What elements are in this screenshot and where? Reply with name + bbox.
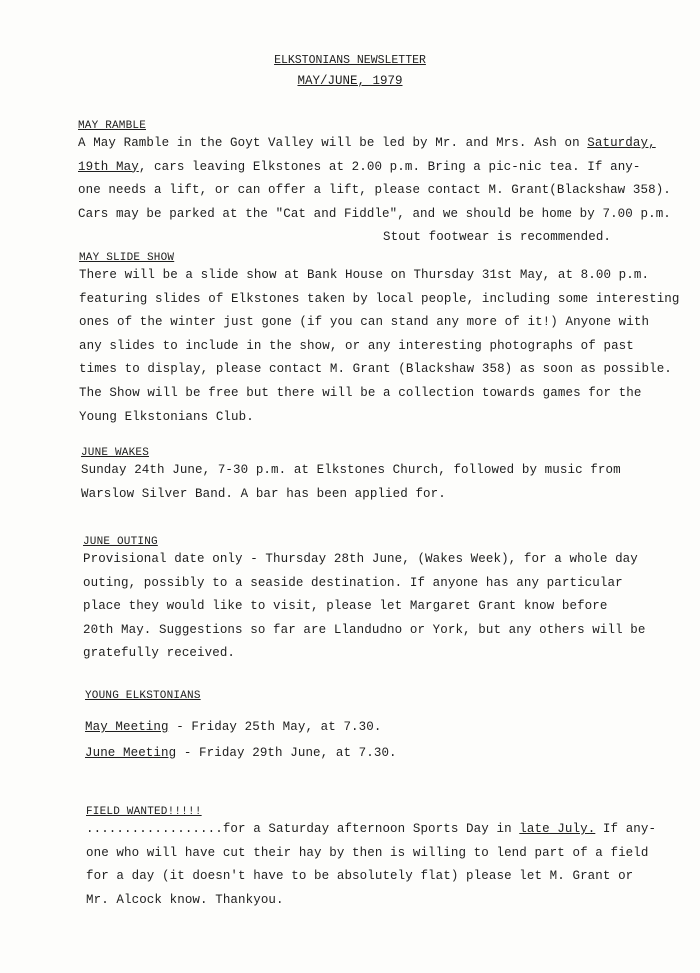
title-line-2: MAY/JUNE, 1979 bbox=[297, 74, 403, 88]
para-line: times to display, please contact M. Grant (Blackshaw 358) as soon as possible. bbox=[79, 362, 672, 377]
para-line: any slides to include in the show, or any interesting photographs of past bbox=[79, 338, 634, 353]
para-line: Warslow Silver Band. A bar has been applied for. bbox=[81, 486, 446, 501]
para-line: Young Elkstonians Club. bbox=[79, 409, 254, 424]
para-line: Cars may be parked at the "Cat and Fiddle", and we should be home by 7.00 p.m. bbox=[78, 206, 671, 221]
section-young-elkstonians bbox=[85, 690, 695, 765]
para-line: one needs a lift, or can offer a lift, please contact M. Grant(Blackshaw 358). bbox=[78, 183, 671, 198]
section-slide-show bbox=[79, 252, 689, 429]
heading-june-outing: JUNE OUTING bbox=[83, 536, 158, 548]
title-line-1: ELKSTONIANS NEWSLETTER bbox=[274, 54, 426, 67]
para-line: ..................for a Saturday afternoon Sports Day in late July. If any- bbox=[86, 822, 657, 836]
para-line: 20th May. Suggestions so far are Llandudno or York, but any others will be bbox=[83, 622, 646, 637]
section-may-ramble bbox=[78, 120, 688, 250]
section-june-wakes bbox=[81, 447, 691, 506]
newsletter-title bbox=[0, 50, 700, 92]
may-meeting-line: May Meeting - Friday 25th May, at 7.30. bbox=[85, 720, 382, 734]
para-line: The Show will be free but there will be a collection towards games for the bbox=[79, 385, 642, 400]
para-line: ones of the winter just gone (if you can stand any more of it!) Anyone with bbox=[79, 315, 650, 330]
section-june-outing bbox=[83, 536, 693, 666]
para-line: Provisional date only - Thursday 28th June, (Wakes Week), for a whole day bbox=[83, 552, 638, 566]
heading-field-wanted: FIELD WANTED!!!!! bbox=[86, 806, 202, 818]
para-line: for a day (it doesn't have to be absolutely flat) please let M. Grant or bbox=[86, 869, 634, 884]
para-line: Mr. Alcock know. Thankyou. bbox=[86, 892, 284, 907]
para-line: There will be a slide show at Bank House on Thursday 31st May, at 8.00 p.m. bbox=[79, 268, 650, 282]
para-line: 19th May, cars leaving Elkstones at 2.00 p.m. Bring a pic-nic tea. If any- bbox=[78, 159, 641, 174]
para-line: A May Ramble in the Goyt Valley will be led by Mr. and Mrs. Ash on Saturday, bbox=[78, 136, 656, 150]
june-meeting-line: June Meeting - Friday 29th June, at 7.30. bbox=[85, 745, 397, 760]
para-line: Stout footwear is recommended. bbox=[383, 230, 612, 245]
para-line: featuring slides of Elkstones taken by local people, including some interesting bbox=[79, 291, 680, 306]
section-field-wanted bbox=[86, 806, 696, 912]
para-line: outing, possibly to a seaside destination. If anyone has any particular bbox=[83, 575, 623, 590]
heading-slide-show: MAY SLIDE SHOW bbox=[79, 252, 175, 264]
para-line: Sunday 24th June, 7-30 p.m. at Elkstones Church, followed by music from bbox=[81, 463, 621, 477]
heading-young-elkstonians: YOUNG ELKSTONIANS bbox=[85, 690, 201, 702]
para-line: one who will have cut their hay by then is willing to lend part of a field bbox=[86, 845, 649, 860]
heading-june-wakes: JUNE WAKES bbox=[81, 447, 150, 459]
heading-may-ramble: MAY RAMBLE bbox=[78, 120, 147, 132]
para-line: gratefully received. bbox=[83, 646, 236, 661]
para-line: place they would like to visit, please let Margaret Grant know before bbox=[83, 599, 608, 614]
